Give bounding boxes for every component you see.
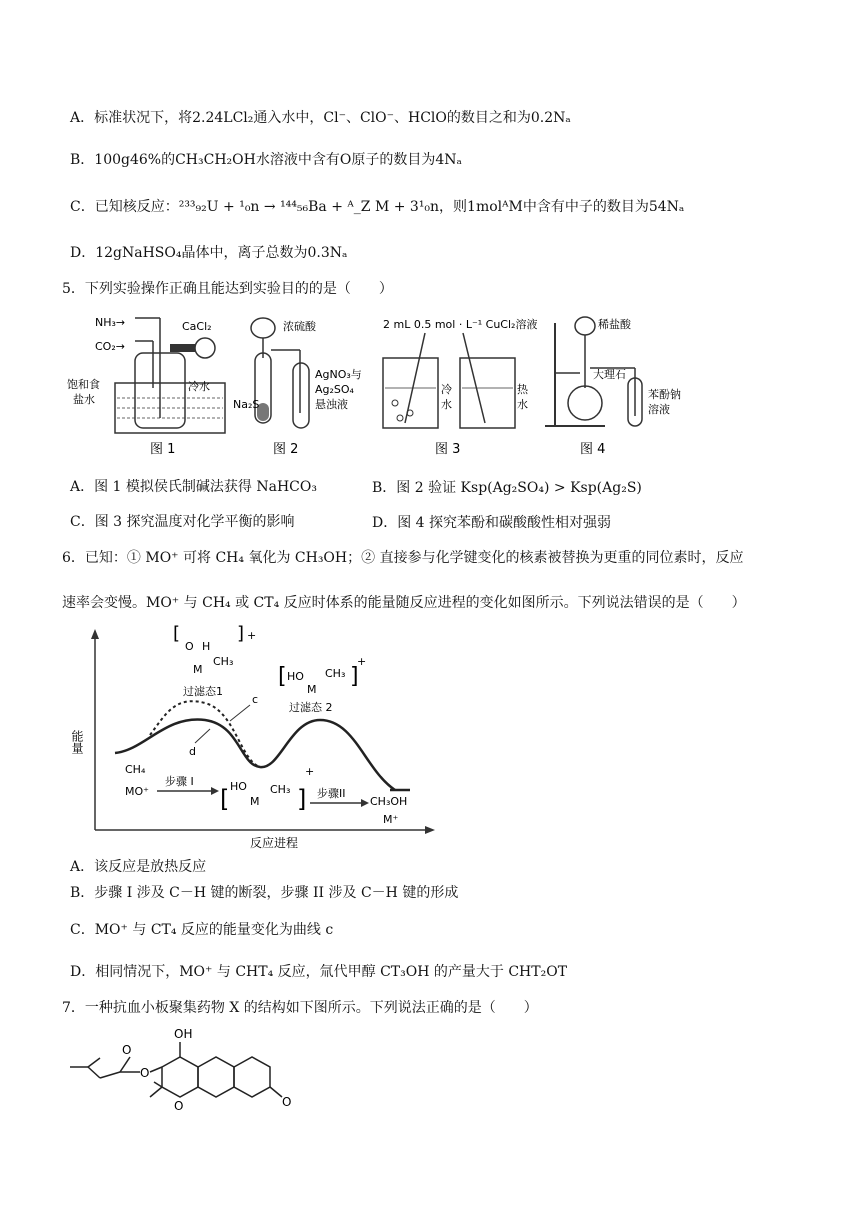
reaction-axis-label: 反应进程 bbox=[250, 836, 299, 850]
reactant-mo: MO⁺ bbox=[125, 785, 149, 798]
q4-option-a: A．标准状况下，将2.24LCl₂通入水中，Cl⁻、ClO⁻、HClO的数目之和为0.2Nₐ bbox=[70, 110, 571, 126]
svg-text:]: ] bbox=[297, 785, 307, 813]
fig4-caption: 图 4 bbox=[580, 442, 606, 457]
fig1-apparatus bbox=[115, 318, 225, 433]
fig1-co2-label: CO₂→ bbox=[95, 340, 125, 353]
fig2-agno3-label: AgNO₃与 bbox=[315, 368, 362, 381]
fig1-nh3-label: NH₃→ bbox=[95, 316, 126, 329]
fig3-caption: 图 3 bbox=[435, 442, 461, 457]
int-m: M bbox=[250, 795, 260, 808]
fig2-apparatus bbox=[251, 318, 309, 428]
reactant-ch4: CH₄ bbox=[125, 763, 146, 776]
int-ho: HO bbox=[230, 780, 247, 793]
fig4-marble-label: 大理石 bbox=[593, 368, 626, 381]
atom-oh: OH bbox=[174, 1027, 193, 1041]
fig3-cucl2-label: 2 mL 0.5 mol · L⁻¹ CuCl₂溶液 bbox=[383, 318, 538, 331]
fig2-na2s-label: Na₂S bbox=[233, 398, 260, 411]
q5-option-d: D．图 4 探究苯酚和碳酸酸性相对强弱 bbox=[372, 515, 612, 531]
fig2-ag2so4-label: Ag₂SO₄ bbox=[315, 383, 354, 396]
ts1-m: M bbox=[193, 663, 203, 676]
ts2-ch3: CH₃ bbox=[325, 667, 346, 680]
q6-energy-diagram bbox=[65, 625, 445, 850]
fig1-brine-label-2: 盐水 bbox=[73, 393, 95, 406]
int-ch3: CH₃ bbox=[270, 783, 291, 796]
fig1-cacl2-label: CaCl₂ bbox=[182, 320, 212, 333]
fig3-apparatus bbox=[383, 333, 515, 428]
energy-axis-label: 能量 bbox=[70, 730, 84, 754]
curve-d-label: d bbox=[189, 745, 196, 758]
q5-option-c: C．图 3 探究温度对化学平衡的影响 bbox=[70, 514, 295, 530]
curve-step-2 bbox=[260, 720, 395, 790]
q6-stem-line-1: 6．已知：① MO⁺ 可将 CH₄ 氧化为 CH₃OH；② 直接参与化学键变化的核素被替换为更重的同位素时，反应 bbox=[62, 550, 744, 566]
step1-label: 步骤 I bbox=[165, 775, 194, 788]
fig2-sulfuric-label: 浓硫酸 bbox=[283, 320, 316, 333]
curve-d bbox=[115, 720, 260, 767]
fig3-hot-label-2: 水 bbox=[517, 398, 528, 411]
svg-text:]: ] bbox=[350, 664, 359, 689]
q5-option-a: A．图 1 模拟侯氏制碱法获得 NaHCO₃ bbox=[70, 479, 317, 495]
svg-text:[: [ bbox=[173, 625, 181, 644]
atom-o-ring: O bbox=[174, 1099, 184, 1112]
curve-c-label: c bbox=[252, 693, 259, 706]
atom-o-lactone: O bbox=[282, 1095, 292, 1109]
q6-option-d: D．相同情况下，MO⁺ 与 CHT₄ 反应，氚代甲醇 CT₃OH 的产量大于 CHT₂OT bbox=[70, 964, 568, 980]
fig2-caption: 图 2 bbox=[273, 442, 299, 457]
q5-figures bbox=[65, 308, 745, 463]
q6-option-b: B．步骤 I 涉及 C－H 键的断裂，步骤 II 涉及 C－H 键的形成 bbox=[70, 885, 459, 901]
ts1-ch3: CH₃ bbox=[213, 655, 234, 668]
q7-structure bbox=[70, 1022, 310, 1112]
q4-option-c: C．已知核反应：²³³₉₂U + ¹₀n → ¹⁴⁴₅₆Ba + ᴬ_Z M + 3¹₀n，则1molᴬM中含有中子的数目为54Nₐ bbox=[70, 199, 685, 215]
ts2-m: M bbox=[307, 683, 317, 696]
fig4-hcl-label: 稀盐酸 bbox=[598, 318, 631, 331]
ts2-label: 过滤态 2 bbox=[289, 701, 333, 714]
q4-option-b: B．100g46%的CH₃CH₂OH水溶液中含有O原子的数目为4Nₐ bbox=[70, 152, 462, 168]
q5-stem: 5．下列实验操作正确且能达到实验目的的是（ ） bbox=[62, 281, 393, 297]
fig2-suspension-label: 悬浊液 bbox=[315, 398, 348, 411]
fig4-phenoxide-label-2: 溶液 bbox=[648, 403, 670, 416]
fig3-hot-label-1: 热 bbox=[517, 383, 528, 396]
product-ch3oh: CH₃OH bbox=[370, 795, 408, 808]
fig1-brine-label-1: 饱和食 bbox=[67, 378, 100, 391]
ts2-ho: HO bbox=[287, 670, 304, 683]
ts1-plus: + bbox=[247, 629, 257, 642]
step2-label: 步骤II bbox=[317, 787, 346, 800]
q6-option-a: A．该反应是放热反应 bbox=[70, 859, 207, 875]
ts1-label: 过滤态1 bbox=[183, 685, 223, 698]
svg-text:[: [ bbox=[220, 785, 230, 813]
fig1-caption: 图 1 bbox=[150, 442, 176, 457]
fig3-cold-label-2: 水 bbox=[441, 398, 452, 411]
q6-stem-line-2: 速率会变慢。MO⁺ 与 CH₄ 或 CT₄ 反应时体系的能量随反应进程的变化如图所示。下列说法错误的是（ ） bbox=[62, 595, 746, 611]
svg-text:[: [ bbox=[278, 664, 287, 689]
atom-o-carbonyl: O bbox=[122, 1043, 132, 1057]
ts1-o: O bbox=[185, 640, 194, 653]
fig3-cold-label-1: 冷 bbox=[441, 383, 452, 396]
q6-option-c: C．MO⁺ 与 CT₄ 反应的能量变化为曲线 c bbox=[70, 922, 334, 938]
ts2-plus: + bbox=[357, 655, 367, 668]
q5-option-b: B．图 2 验证 Ksp(Ag₂SO₄) > Ksp(Ag₂S) bbox=[372, 480, 642, 496]
ts1-h: H bbox=[202, 640, 211, 653]
fig1-cold-water-label: 冷水 bbox=[188, 380, 210, 393]
q7-stem: 7．一种抗血小板聚集药物 X 的结构如下图所示。下列说法正确的是（ ） bbox=[62, 1000, 538, 1016]
q4-option-d: D．12gNaHSO₄晶体中，离子总数为0.3Nₐ bbox=[70, 245, 348, 261]
atom-o-ester: O bbox=[140, 1066, 150, 1080]
int-plus: + bbox=[305, 765, 315, 778]
fig4-phenoxide-label-1: 苯酚钠 bbox=[648, 388, 681, 401]
product-m: M⁺ bbox=[383, 813, 399, 826]
svg-text:]: ] bbox=[237, 625, 245, 644]
